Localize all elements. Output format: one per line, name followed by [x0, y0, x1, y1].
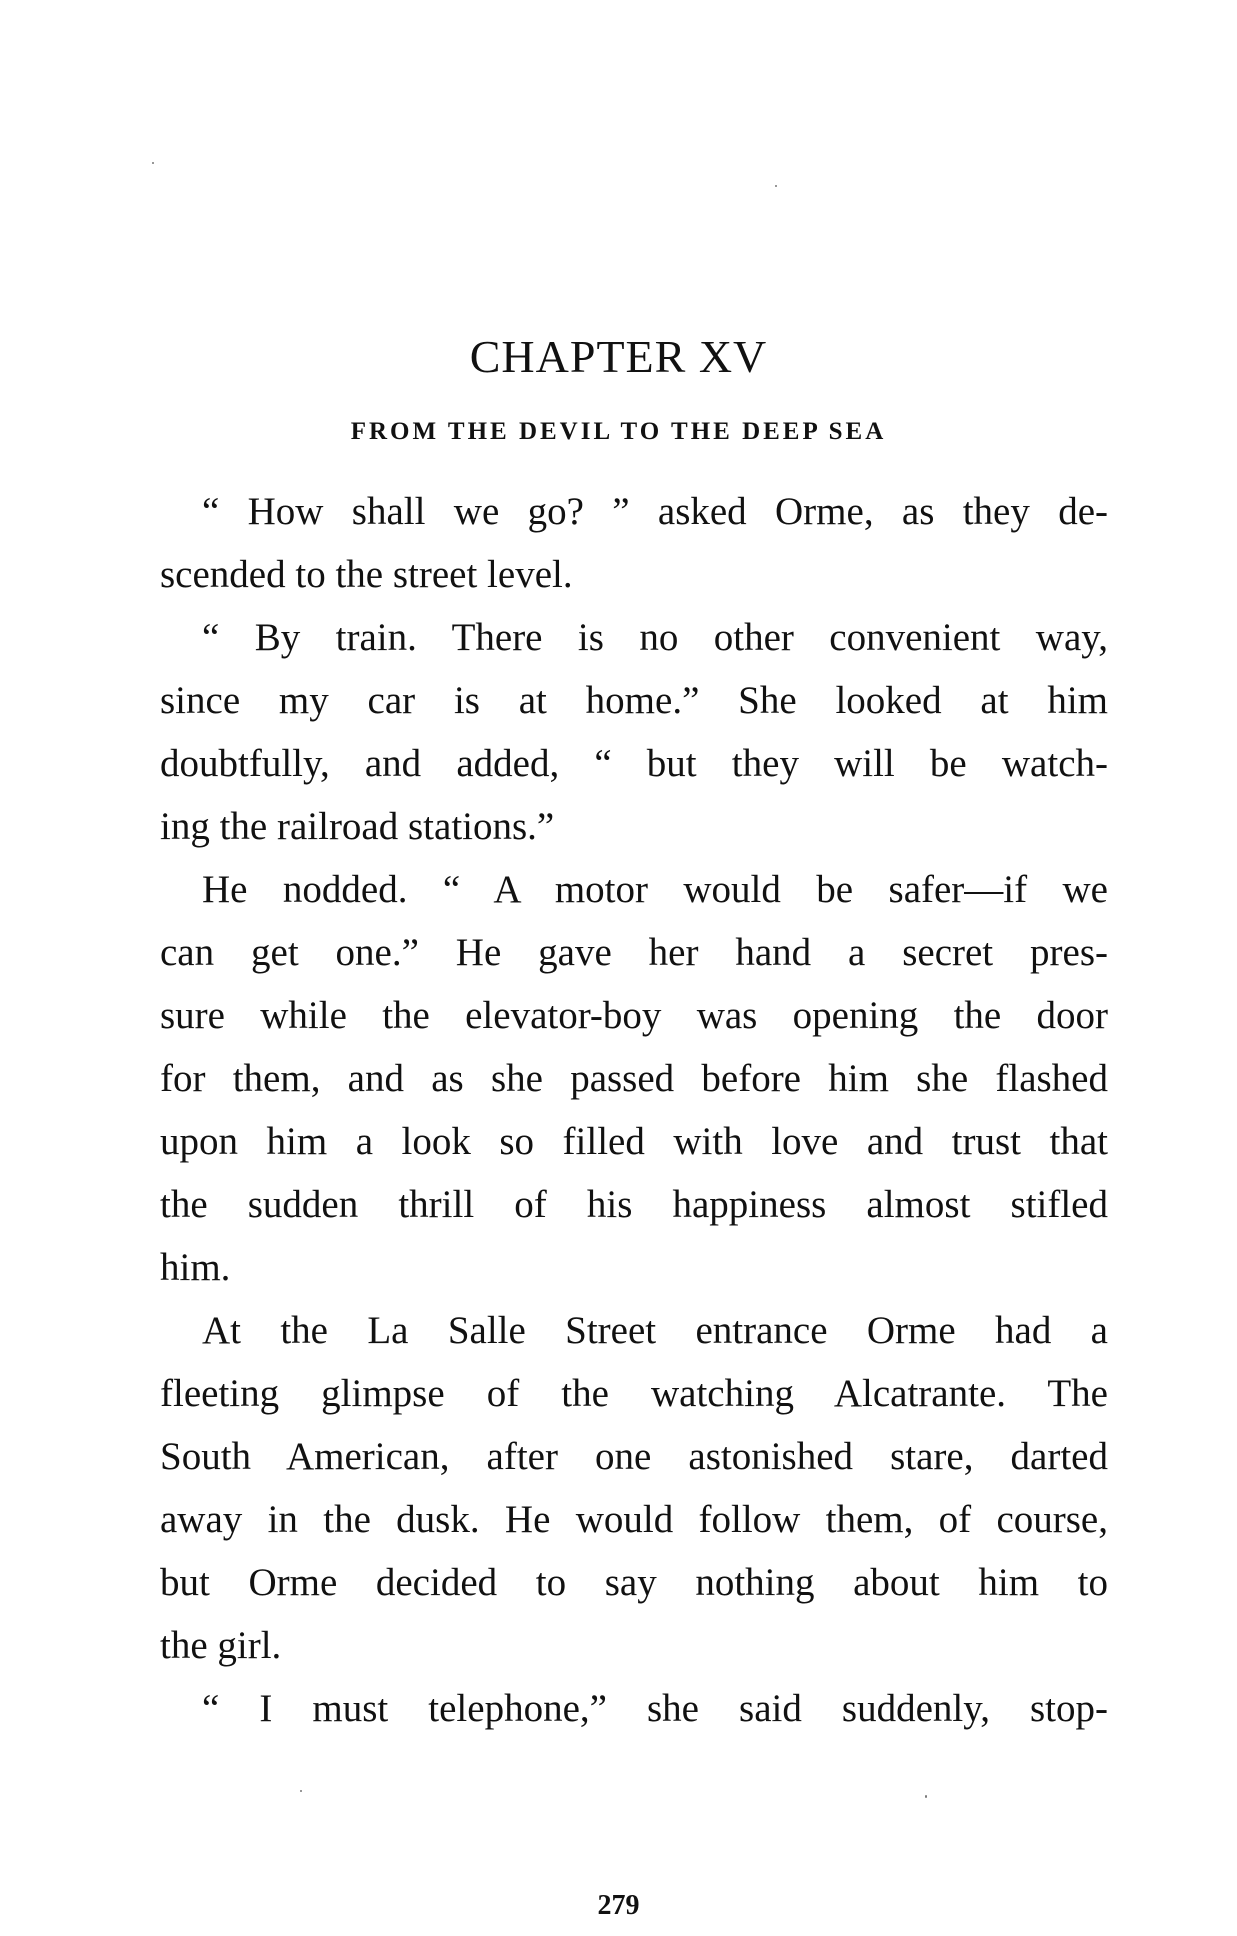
- paragraph: [160, 1677, 1108, 1740]
- text-line: for them, and as she passed before him she flashed: [160, 1057, 1108, 1100]
- text-line: “ How shall we go? ” asked Orme, as they de-: [202, 490, 1108, 533]
- text-line: but Orme decided to say nothing about him to: [160, 1561, 1108, 1604]
- text-line: ing the railroad stations.”: [160, 805, 555, 848]
- text-line: South American, after one astonished stare, darted: [160, 1435, 1108, 1478]
- paragraph: [160, 1299, 1108, 1677]
- scan-speck: [300, 1790, 302, 1792]
- text-line: “ By train. There is no other convenient way,: [202, 616, 1108, 659]
- chapter-subtitle: FROM THE DEVIL TO THE DEEP SEA: [350, 418, 887, 445]
- text-line: “ I must telephone,” she said suddenly, stop-: [202, 1687, 1108, 1730]
- text-line: can get one.” He gave her hand a secret pres-: [160, 931, 1108, 974]
- text-line: upon him a look so filled with love and trust that: [160, 1120, 1108, 1163]
- paragraph: [160, 480, 1108, 606]
- text-line: the sudden thrill of his happiness almost stifled: [160, 1183, 1108, 1226]
- scan-speck: [152, 162, 154, 164]
- text-line: the girl.: [160, 1624, 282, 1667]
- text-line: sure while the elevator-boy was opening the door: [160, 994, 1108, 1037]
- text-line: away in the dusk. He would follow them, of course,: [160, 1498, 1108, 1541]
- chapter-title: CHAPTER XV: [469, 331, 768, 382]
- text-line: since my car is at home.” She looked at him: [160, 679, 1108, 722]
- scan-speck: [775, 185, 777, 187]
- page-number: 279: [597, 1890, 640, 1921]
- text-line: him.: [160, 1246, 231, 1289]
- scan-speck: [925, 1795, 927, 1798]
- text-line: doubtfully, and added, “ but they will be watch-: [160, 742, 1108, 785]
- text-line: fleeting glimpse of the watching Alcatrante. The: [160, 1372, 1108, 1415]
- text-line: scended to the street level.: [160, 553, 573, 596]
- paragraph: [160, 858, 1108, 1299]
- body-text: [160, 480, 1108, 1740]
- text-line: He nodded. “ A motor would be safer—if we: [202, 868, 1108, 911]
- text-line: At the La Salle Street entrance Orme had a: [202, 1309, 1108, 1352]
- paragraph: [160, 606, 1108, 858]
